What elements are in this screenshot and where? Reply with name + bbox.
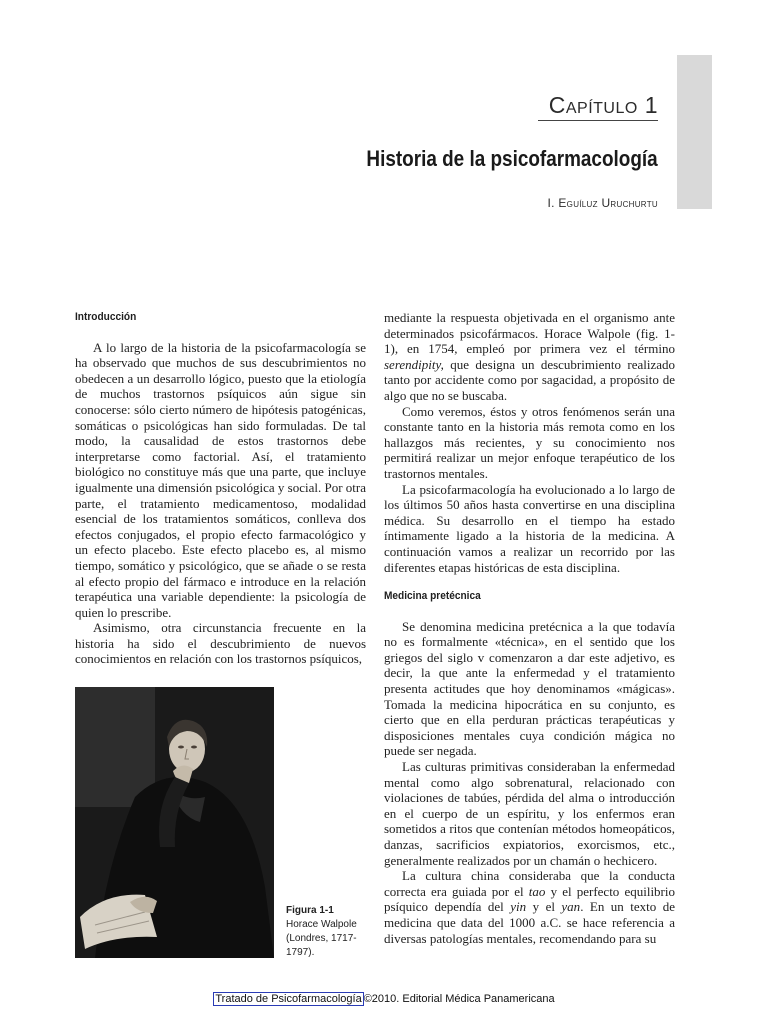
figure-caption-text: Horace Walpole (Londres, 1717-1797). — [286, 919, 357, 958]
chapter-number: Capítulo 1 — [548, 92, 658, 118]
chapter-tab-marker — [677, 55, 712, 209]
text-run: y el perfecto equilibrio psíquico dependía del — [384, 883, 675, 915]
paragraph: A lo largo de la historia de la psicofarmacología se ha observado que muchos de sus descubrimientos no obedecen a un desarrollo lógico, puesto que la etiología de muchos trastornos psíquicos aún sigue sin conocerse: sólo cierto número de hipótesis patogénicas, somáticas o psicológicas han sido formuladas. De tal modo, la causalidad de estos trastornos debe interpretarse como factorial. Así, el tratamiento biológico no constituye más que una parte, que incluye igualmente una dimensión psicológica y social. Por otra parte, el tratamiento medicamentoso, modalidad esencial de los tratamientos somáticos, conlleva dos efectos conjugados, el propio efecto farmacológico y un efecto placebo. Este efecto placebo es, al mismo tiempo, somático y psicológico, que se añade o se resta al efecto propio del fármaco e introduce en la relación terapéutica una variable dependiente: la psicología de quien lo prescribe. — [75, 339, 366, 620]
text-run: que designa un descubrimiento realizado tanto por accidente como por sagacidad, a propósito de algo que no se buscaba. — [384, 356, 675, 403]
paragraph — [384, 868, 675, 946]
text-run: mediante la respuesta objetivada en el organismo ante determinados psicofármacos. Horace Walpole (fig. 1-1), en 1754, empleó por primera vez el término — [384, 310, 675, 357]
paragraph — [384, 310, 675, 404]
paragraph: Se denomina medicina pretécnica a la que todavía no es formalmente «técnica», en el sentido que los griegos del siglo v comenzaron a dar este adjetivo, es decir, la que ante la enfermedad y el tratamiento presenta actitudes que hoy denominamos «mágicas». Tomada la medicina hipocrática en su conjunto, es cierto que en ella perduran prácticas terapéuticas y disposiciones mentales cuya condición mágica no puede ser negada. — [384, 618, 675, 759]
paragraph: Asimismo, otra circunstancia frecuente en la historia ha sido el descubrimiento de nuevos conocimientos en relación con los trastornos psíquicos, — [75, 620, 366, 667]
text-run: . En un texto de medicina que data del 1000 a.C. se hace referencia a diversas patologías mentales, recomendando para su — [384, 899, 675, 946]
figure-label: Figura 1-1 — [286, 905, 334, 916]
book-title-link[interactable]: Tratado de Psicofarmacología — [215, 993, 362, 1005]
section-heading-introduccion: Introducción — [75, 311, 137, 323]
section-heading-medicina-pretecnica: Medicina pretécnica — [384, 590, 481, 603]
text-run: y el — [526, 899, 562, 915]
page-footer — [0, 993, 768, 1005]
italic-term: serendipity, — [384, 356, 444, 372]
chapter-title: Historia de la psicofarmacología — [366, 146, 658, 171]
figure-caption — [286, 904, 366, 960]
paragraph: La psicofarmacología ha evolucionado a lo largo de los últimos 50 años hasta convertirse en una disciplina médica. Su desarrollo en el tiempo ha estado íntimamente ligado a la historia de la medicina. A continuación vamos a realizar un recorrido por las diferentes etapas históricas de esta disciplina. — [384, 481, 675, 575]
footer-copyright: ©2010. Editorial Médica Panamericana — [363, 993, 555, 1005]
italic-term: yan — [561, 899, 581, 915]
portrait-figure — [75, 687, 274, 958]
right-column — [384, 310, 675, 946]
chapter-rule — [538, 120, 658, 121]
paragraph: Como veremos, éstos y otros fenómenos serán una constante tanto en la historia más remota como en los hallazgos más recientes, y su conocimiento nos permitirá realizar un mejor enfoque terapéutico de los trastornos mentales. — [384, 403, 675, 481]
italic-term: tao — [528, 883, 546, 899]
text-run: La cultura china consideraba que la conducta correcta era guiada por el — [384, 868, 675, 899]
portrait-illustration — [75, 687, 274, 958]
author-name: I. Eguíluz Uruchurtu — [547, 196, 658, 210]
italic-term: yin — [510, 899, 527, 915]
left-column — [75, 310, 366, 667]
paragraph: Las culturas primitivas consideraban la enfermedad mental como algo sobrenatural, relacionado con violaciones de tabúes, pérdida del alma o introducción en el cuerpo de un espíritu, y los enfermos eran sometidos a ritos que contenían métodos homeopáticos, danzas, sacrificios expiatorios, exorcismos, etc., generalmente realizados por un chamán o hechicero. — [384, 759, 675, 868]
